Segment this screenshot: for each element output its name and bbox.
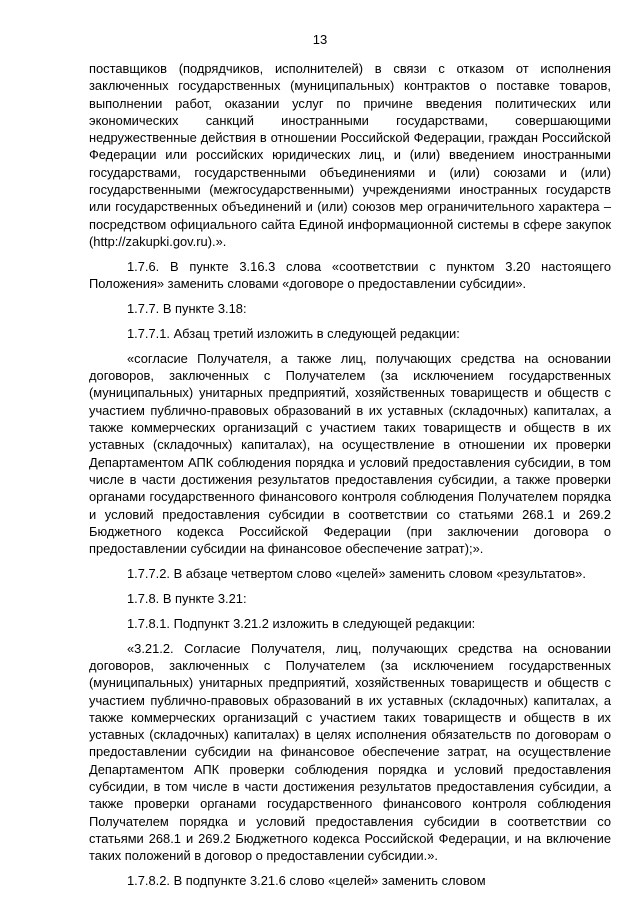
paragraph-1-7-8-2: 1.7.8.2. В подпункте 3.21.6 слово «целей» заменить словом: [127, 873, 486, 889]
paragraph-consent-quote: «согласие Получателя, а также лиц, получающих средства на основании договоров, заключенных с Получателем (за исключением государственных (муниципальных) унитарных предприятий, хозяйственных товариществ и обществ с участием публично-правовых образований в их уставных (складочных) капиталах, а также коммерческих организаций с участием таких товариществ и обществ в их уставных (складочных) капиталах), на осуществление в отношении их проверки Департаментом АПК соблюдения порядка и условий предоставления субсидии, в том числе в части достижения результатов предоставления субсидии, а также проверки органами государственного финансового контроля соблюдения Получателем порядка и условий предоставления субсидии в соответствии со статьями 268.1 и 269.2 Бюджетного кодекса Российской Федерации (при заключении договора о предоставлении субсидии на финансовое обеспечение затрат);».: [89, 350, 611, 557]
paragraph-1-7-7: 1.7.7. В пункте 3.18:: [127, 301, 247, 317]
paragraph-sanctions-continuation: поставщиков (подрядчиков, исполнителей) в связи с отказом от исполнения заключенных государственных (муниципальных) контрактов о поставке товаров, выполнении работ, оказании услуг по причине введения политических или экономических санкций иностранными государствами, совершающими недружественные действия в отношении Российской Федерации, граждан Российской Федерации или российских юридических лиц, и (или) введением иностранными государствами, государственными объединениями и (или) союзами и (или) государственными (межгосударственными) учреждениями иностранных государств или государственных объединений и (или) союзов мер ограничительного характера – посредством официального сайта Единой информационной системы в сфере закупок (http://zakupki.gov.ru).».: [89, 61, 611, 249]
document-body: [89, 60, 611, 897]
page-number: 13: [312, 32, 328, 47]
paragraph-1-7-7-1: 1.7.7.1. Абзац третий изложить в следующей редакции:: [127, 325, 460, 341]
paragraph-1-7-6: 1.7.6. В пункте 3.16.3 слова «соответствии с пунктом 3.20 настоящего Положения» заменить словами «договоре о предоставлении субсидии».: [89, 258, 611, 292]
paragraph-3-21-2-quote: «3.21.2. Согласие Получателя, лиц, получающих средства на основании договоров, заключенных с Получателем (за исключением государственных (муниципальных) унитарных предприятий, хозяйственных товариществ и обществ с участием публично-правовых образований в их уставных (складочных) капиталах, а также коммерческих организаций с участием таких товариществ и обществ в их уставных (складочных) капиталах) в целях исполнения обязательств по договорам о предоставлении субсидии на финансовое обеспечение затрат, на осуществление Департаментом АПК проверки соблюдения порядка и условий предоставления субсидии, в том числе в части достижения результатов предоставления субсидии, а также проверки органами государственного финансового контроля соблюдения Получателем порядка и условий предоставления субсидии в соответствии со статьями 268.1 и 269.2 Бюджетного кодекса Российской Федерации, и на включение таких положений в договор о предоставлении субсидии.».: [89, 640, 611, 864]
paragraph-1-7-8-1: 1.7.8.1. Подпункт 3.21.2 изложить в следующей редакции:: [127, 615, 476, 631]
paragraph-1-7-8: 1.7.8. В пункте 3.21:: [127, 590, 247, 606]
paragraph-1-7-7-2: 1.7.7.2. В абзаце четвертом слово «целей» заменить словом «результатов».: [127, 565, 586, 581]
